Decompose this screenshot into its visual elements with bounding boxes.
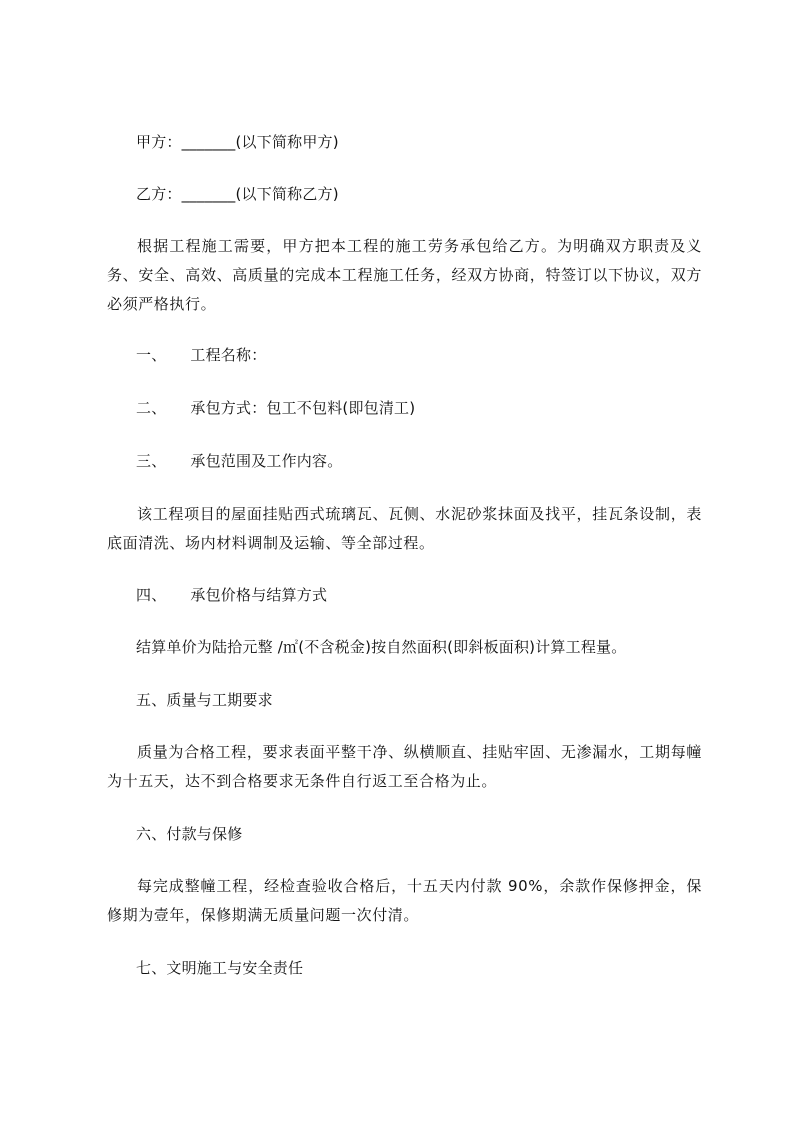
section-1-title: 工程名称： <box>190 346 267 364</box>
intro-paragraph: 根据工程施工需要，甲方把本工程的施工劳务承包给乙方。为明确双方职责及义务、安全、高效、高质量的完成本工程施工任务，经双方协商，特签订以下协议，双方必须严格执行。 <box>107 237 702 313</box>
section-3-heading <box>136 450 342 472</box>
section-5-body: 质量为合格工程，要求表面平整干净、纵横顺直、挂贴牢固、无渗漏水，工期每幢为十五天，达不到合格要求无条件自行返工至合格为止。 <box>107 743 702 790</box>
section-3-body: 该工程项目的屋面挂贴西式琉璃瓦、瓦侧、水泥砂浆抹面及找平，挂瓦条设制，表底面清洗、场内材料调制及运输、等全部过程。 <box>107 505 702 552</box>
party-b-line: 乙方：_______(以下简称乙方) <box>136 185 339 203</box>
section-4-number: 四、 <box>136 586 167 604</box>
section-4-title: 承包价格与结算方式 <box>190 586 328 604</box>
section-4-heading <box>136 584 327 606</box>
section-1-heading <box>136 344 266 366</box>
section-2-number: 二、 <box>136 399 167 417</box>
section-3-title: 承包范围及工作内容。 <box>190 452 343 470</box>
section-7-heading: 七、文明施工与安全责任 <box>136 959 304 977</box>
section-1-number: 一、 <box>136 346 167 364</box>
section-6-heading: 六、付款与保修 <box>136 825 243 843</box>
party-a-line: 甲方：_______(以下简称甲方) <box>136 133 339 151</box>
section-5-heading: 五、质量与工期要求 <box>136 691 273 709</box>
section-4-body: 结算单价为陆拾元整 /㎡(不含税金)按自然面积(即斜板面积)计算工程量。 <box>136 638 627 656</box>
section-3-number: 三、 <box>136 452 167 470</box>
section-6-body: 每完成整幢工程，经检查验收合格后，十五天内付款 90%，余款作保修押金，保修期为壹年，保修期满无质量问题一次付清。 <box>107 877 702 924</box>
section-2-heading <box>136 397 415 419</box>
section-2-title: 承包方式：包工不包料(即包清工) <box>190 399 416 417</box>
